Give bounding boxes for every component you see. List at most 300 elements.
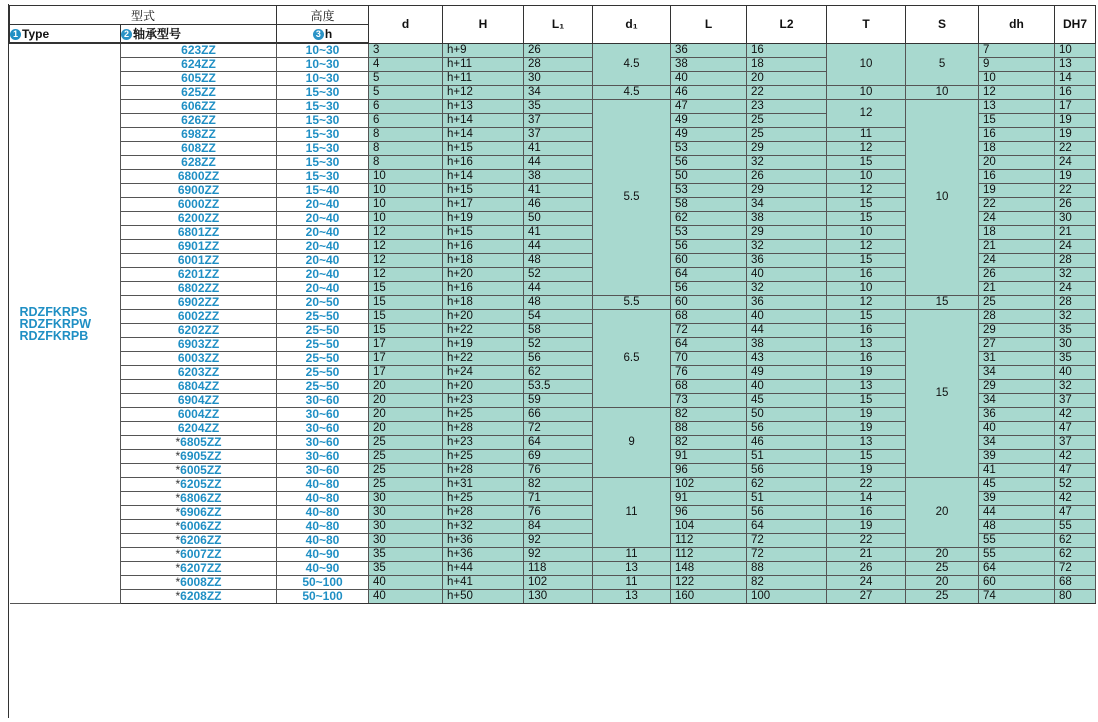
L2-cell: 36 xyxy=(747,254,827,268)
height-range-cell: 15~30 xyxy=(277,156,369,170)
height-range-cell: 40~80 xyxy=(277,478,369,492)
d-cell: 30 xyxy=(369,520,443,534)
L1-cell: 59 xyxy=(524,394,593,408)
header-row-main xyxy=(10,6,1096,25)
DH7-cell: 32 xyxy=(1055,310,1096,324)
T-cell: 12 xyxy=(827,100,906,128)
L-cell: 47 xyxy=(671,100,747,114)
L-cell: 58 xyxy=(671,198,747,212)
asterisk-mark: * xyxy=(175,435,181,449)
L1-cell: 72 xyxy=(524,422,593,436)
d-cell: 35 xyxy=(369,548,443,562)
d-cell: 40 xyxy=(369,576,443,590)
d-cell: 5 xyxy=(369,72,443,86)
bearing-code: 6802ZZ xyxy=(177,281,220,295)
T-cell: 24 xyxy=(827,576,906,590)
bearing-code-cell xyxy=(121,184,277,198)
height-range-cell: 50~100 xyxy=(277,576,369,590)
col-header-S: S xyxy=(906,6,979,44)
asterisk-mark: * xyxy=(175,505,181,519)
dh-cell: 13 xyxy=(979,100,1055,114)
L-cell: 70 xyxy=(671,352,747,366)
L2-cell: 88 xyxy=(747,562,827,576)
height-range-cell: 40~90 xyxy=(277,548,369,562)
d1-cell: 6.5 xyxy=(593,310,671,408)
L-cell: 96 xyxy=(671,506,747,520)
DH7-cell: 19 xyxy=(1055,128,1096,142)
bearing-code: 698ZZ xyxy=(181,127,216,141)
bearing-code-cell xyxy=(121,310,277,324)
d1-cell: 5.5 xyxy=(593,100,671,296)
DH7-cell: 32 xyxy=(1055,268,1096,282)
dh-cell: 24 xyxy=(979,212,1055,226)
DH7-cell: 80 xyxy=(1055,590,1096,604)
L-cell: 38 xyxy=(671,58,747,72)
height-range-cell: 30~60 xyxy=(277,408,369,422)
H-cell: h+17 xyxy=(443,198,524,212)
L1-cell: 84 xyxy=(524,520,593,534)
T-cell: 12 xyxy=(827,184,906,198)
bearing-code: 6008ZZ xyxy=(180,575,222,589)
H-cell: h+24 xyxy=(443,366,524,380)
T-cell: 19 xyxy=(827,422,906,436)
L1-cell: 44 xyxy=(524,282,593,296)
T-cell: 12 xyxy=(827,296,906,310)
bearing-code-cell xyxy=(121,254,277,268)
L2-cell: 20 xyxy=(747,72,827,86)
H-cell: h+22 xyxy=(443,324,524,338)
H-cell: h+25 xyxy=(443,408,524,422)
bearing-code-cell xyxy=(121,43,277,58)
bearing-code: 6905ZZ xyxy=(180,449,222,463)
bearing-code: 6208ZZ xyxy=(180,589,222,603)
L1-cell: 30 xyxy=(524,72,593,86)
type-name: RDZFKRPW xyxy=(19,316,92,331)
bearing-code-cell xyxy=(121,450,277,464)
L2-cell: 32 xyxy=(747,156,827,170)
L2-cell: 62 xyxy=(747,478,827,492)
bearing-code: 6007ZZ xyxy=(180,547,222,561)
L2-cell: 49 xyxy=(747,366,827,380)
L2-cell: 72 xyxy=(747,548,827,562)
d-cell: 30 xyxy=(369,492,443,506)
L-cell: 96 xyxy=(671,464,747,478)
d1-cell: 4.5 xyxy=(593,43,671,86)
bearing-code: 623ZZ xyxy=(181,43,216,57)
d-cell: 5 xyxy=(369,86,443,100)
bearing-code: 6002ZZ xyxy=(177,309,220,323)
col-header-L2: L2 xyxy=(747,6,827,44)
dh-cell: 15 xyxy=(979,114,1055,128)
L1-cell: 41 xyxy=(524,226,593,240)
T-cell: 19 xyxy=(827,408,906,422)
DH7-cell: 35 xyxy=(1055,324,1096,338)
T-cell: 10 xyxy=(827,282,906,296)
L-cell: 68 xyxy=(671,310,747,324)
L-cell: 122 xyxy=(671,576,747,590)
T-cell: 12 xyxy=(827,142,906,156)
height-range-cell: 20~40 xyxy=(277,240,369,254)
bearing-code-cell xyxy=(121,142,277,156)
d-cell: 10 xyxy=(369,170,443,184)
H-cell: h+32 xyxy=(443,520,524,534)
T-cell: 19 xyxy=(827,520,906,534)
dh-cell: 39 xyxy=(979,450,1055,464)
bearing-code-cell xyxy=(121,352,277,366)
height-range-cell: 20~40 xyxy=(277,282,369,296)
bearing-code-cell xyxy=(121,534,277,548)
asterisk-mark: * xyxy=(175,477,181,491)
L2-cell: 29 xyxy=(747,142,827,156)
asterisk-mark: * xyxy=(175,463,181,477)
table-row xyxy=(10,548,1096,562)
d1-cell: 13 xyxy=(593,590,671,604)
L1-cell: 38 xyxy=(524,170,593,184)
DH7-cell: 22 xyxy=(1055,184,1096,198)
DH7-cell: 21 xyxy=(1055,226,1096,240)
height-range-cell: 20~50 xyxy=(277,296,369,310)
L1-cell: 34 xyxy=(524,86,593,100)
dh-cell: 7 xyxy=(979,43,1055,58)
d1-cell: 13 xyxy=(593,562,671,576)
S-cell: 15 xyxy=(906,310,979,478)
height-range-cell: 30~60 xyxy=(277,450,369,464)
bearing-code-cell xyxy=(121,58,277,72)
L1-cell: 48 xyxy=(524,254,593,268)
T-cell: 10 xyxy=(827,170,906,184)
S-cell: 25 xyxy=(906,562,979,576)
L1-cell: 69 xyxy=(524,450,593,464)
L2-cell: 25 xyxy=(747,114,827,128)
asterisk-mark: * xyxy=(175,519,181,533)
number-1-icon: 1 xyxy=(10,29,21,40)
L1-cell: 92 xyxy=(524,548,593,562)
height-range-cell: 10~30 xyxy=(277,72,369,86)
dh-cell: 16 xyxy=(979,128,1055,142)
L-cell: 102 xyxy=(671,478,747,492)
d-cell: 8 xyxy=(369,156,443,170)
height-range-cell: 25~50 xyxy=(277,338,369,352)
L-cell: 56 xyxy=(671,282,747,296)
H-cell: h+23 xyxy=(443,436,524,450)
L2-cell: 25 xyxy=(747,128,827,142)
dh-cell: 20 xyxy=(979,156,1055,170)
S-cell: 25 xyxy=(906,590,979,604)
bearing-code: 6205ZZ xyxy=(180,477,222,491)
height-range-cell: 40~80 xyxy=(277,506,369,520)
H-cell: h+9 xyxy=(443,43,524,58)
H-cell: h+28 xyxy=(443,422,524,436)
T-cell: 13 xyxy=(827,436,906,450)
DH7-cell: 47 xyxy=(1055,506,1096,520)
bearing-code: 626ZZ xyxy=(181,113,216,127)
bearing-code-cell xyxy=(121,548,277,562)
S-cell: 10 xyxy=(906,100,979,296)
L1-cell: 52 xyxy=(524,338,593,352)
height-range-cell: 15~40 xyxy=(277,184,369,198)
d-cell: 10 xyxy=(369,198,443,212)
T-cell: 13 xyxy=(827,338,906,352)
d1-cell: 4.5 xyxy=(593,86,671,100)
H-cell: h+36 xyxy=(443,534,524,548)
asterisk-mark: * xyxy=(175,449,181,463)
bearing-code-cell xyxy=(121,492,277,506)
d-cell: 8 xyxy=(369,142,443,156)
type-sub-header xyxy=(10,25,121,44)
L2-cell: 22 xyxy=(747,86,827,100)
T-cell: 16 xyxy=(827,268,906,282)
d-cell: 15 xyxy=(369,282,443,296)
T-cell: 16 xyxy=(827,352,906,366)
h-sub-label: h xyxy=(324,26,333,41)
d-cell: 30 xyxy=(369,534,443,548)
height-range-cell: 15~30 xyxy=(277,86,369,100)
T-cell: 22 xyxy=(827,534,906,548)
H-cell: h+23 xyxy=(443,394,524,408)
dh-cell: 45 xyxy=(979,478,1055,492)
DH7-cell: 13 xyxy=(1055,58,1096,72)
L2-cell: 40 xyxy=(747,380,827,394)
L-cell: 72 xyxy=(671,324,747,338)
type-group-header: 型式 xyxy=(10,6,277,25)
L2-cell: 45 xyxy=(747,394,827,408)
H-cell: h+50 xyxy=(443,590,524,604)
bearing-code-cell xyxy=(121,282,277,296)
L2-cell: 100 xyxy=(747,590,827,604)
height-range-cell: 20~40 xyxy=(277,226,369,240)
dh-cell: 9 xyxy=(979,58,1055,72)
bearing-code-cell xyxy=(121,268,277,282)
L-cell: 82 xyxy=(671,436,747,450)
S-cell: 5 xyxy=(906,43,979,86)
bearing-code-cell xyxy=(121,506,277,520)
L-cell: 73 xyxy=(671,394,747,408)
bearing-code: 6206ZZ xyxy=(180,533,222,547)
asterisk-mark: * xyxy=(175,533,181,547)
L2-cell: 56 xyxy=(747,506,827,520)
bearing-code: 6900ZZ xyxy=(177,183,220,197)
L1-cell: 76 xyxy=(524,464,593,478)
L-cell: 60 xyxy=(671,296,747,310)
bearing-code-cell xyxy=(121,338,277,352)
d1-cell: 11 xyxy=(593,478,671,548)
L1-cell: 41 xyxy=(524,142,593,156)
table-row xyxy=(10,562,1096,576)
bearing-code-cell xyxy=(121,422,277,436)
bearing-spec-table xyxy=(9,5,1096,604)
H-cell: h+20 xyxy=(443,380,524,394)
table-row xyxy=(10,100,1096,114)
d-cell: 8 xyxy=(369,128,443,142)
height-range-cell: 25~50 xyxy=(277,366,369,380)
dh-cell: 26 xyxy=(979,268,1055,282)
L2-cell: 34 xyxy=(747,198,827,212)
DH7-cell: 24 xyxy=(1055,240,1096,254)
DH7-cell: 62 xyxy=(1055,534,1096,548)
L1-cell: 54 xyxy=(524,310,593,324)
L-cell: 148 xyxy=(671,562,747,576)
T-cell: 15 xyxy=(827,212,906,226)
table-row xyxy=(10,576,1096,590)
H-cell: h+36 xyxy=(443,548,524,562)
L2-cell: 40 xyxy=(747,310,827,324)
d-cell: 12 xyxy=(369,268,443,282)
H-cell: h+19 xyxy=(443,212,524,226)
H-cell: h+31 xyxy=(443,478,524,492)
dh-cell: 41 xyxy=(979,464,1055,478)
dh-cell: 60 xyxy=(979,576,1055,590)
S-cell: 15 xyxy=(906,296,979,310)
L2-cell: 43 xyxy=(747,352,827,366)
T-cell: 21 xyxy=(827,548,906,562)
bearing-code-cell xyxy=(121,72,277,86)
L2-cell: 38 xyxy=(747,212,827,226)
L2-cell: 16 xyxy=(747,43,827,58)
L1-cell: 46 xyxy=(524,198,593,212)
bearing-code-cell xyxy=(121,520,277,534)
T-cell: 12 xyxy=(827,240,906,254)
d-cell: 30 xyxy=(369,506,443,520)
T-cell: 16 xyxy=(827,506,906,520)
d-cell: 25 xyxy=(369,464,443,478)
height-range-cell: 20~40 xyxy=(277,212,369,226)
table-body xyxy=(10,43,1096,604)
T-cell: 15 xyxy=(827,394,906,408)
H-cell: h+15 xyxy=(443,226,524,240)
d-cell: 35 xyxy=(369,562,443,576)
number-3-icon: 3 xyxy=(313,29,324,40)
table-row xyxy=(10,296,1096,310)
L-cell: 64 xyxy=(671,268,747,282)
L-cell: 112 xyxy=(671,548,747,562)
bearing-code-cell xyxy=(121,562,277,576)
dh-cell: 19 xyxy=(979,184,1055,198)
L1-cell: 37 xyxy=(524,128,593,142)
bearing-code-cell xyxy=(121,464,277,478)
L1-cell: 71 xyxy=(524,492,593,506)
L1-cell: 76 xyxy=(524,506,593,520)
d1-cell: 11 xyxy=(593,548,671,562)
S-cell: 10 xyxy=(906,86,979,100)
dh-cell: 36 xyxy=(979,408,1055,422)
DH7-cell: 72 xyxy=(1055,562,1096,576)
d-cell: 10 xyxy=(369,212,443,226)
H-cell: h+28 xyxy=(443,464,524,478)
bearing-code: 6204ZZ xyxy=(177,421,220,435)
d-cell: 12 xyxy=(369,254,443,268)
d-cell: 3 xyxy=(369,43,443,58)
T-cell: 19 xyxy=(827,366,906,380)
d-cell: 4 xyxy=(369,58,443,72)
d-cell: 20 xyxy=(369,422,443,436)
L1-cell: 130 xyxy=(524,590,593,604)
DH7-cell: 55 xyxy=(1055,520,1096,534)
L-cell: 104 xyxy=(671,520,747,534)
dh-cell: 40 xyxy=(979,422,1055,436)
T-cell: 11 xyxy=(827,128,906,142)
dh-cell: 25 xyxy=(979,296,1055,310)
dh-cell: 21 xyxy=(979,282,1055,296)
T-cell: 26 xyxy=(827,562,906,576)
H-cell: h+25 xyxy=(443,450,524,464)
type-sub-label: Type xyxy=(22,26,50,41)
bearing-code-cell xyxy=(121,240,277,254)
T-cell: 19 xyxy=(827,464,906,478)
dh-cell: 39 xyxy=(979,492,1055,506)
dh-cell: 27 xyxy=(979,338,1055,352)
bearing-code: 6904ZZ xyxy=(177,393,220,407)
d-cell: 6 xyxy=(369,114,443,128)
d-cell: 25 xyxy=(369,478,443,492)
L2-cell: 56 xyxy=(747,464,827,478)
DH7-cell: 14 xyxy=(1055,72,1096,86)
S-cell: 20 xyxy=(906,548,979,562)
col-header-H: H xyxy=(443,6,524,44)
L1-cell: 48 xyxy=(524,296,593,310)
number-2-icon: 2 xyxy=(121,29,132,40)
DH7-cell: 40 xyxy=(1055,366,1096,380)
L2-cell: 29 xyxy=(747,226,827,240)
L-cell: 40 xyxy=(671,72,747,86)
bearing-code: 6006ZZ xyxy=(180,519,222,533)
d-cell: 17 xyxy=(369,338,443,352)
L-cell: 76 xyxy=(671,366,747,380)
T-cell: 15 xyxy=(827,198,906,212)
bearing-code: 6005ZZ xyxy=(180,463,222,477)
DH7-cell: 42 xyxy=(1055,408,1096,422)
L1-cell: 56 xyxy=(524,352,593,366)
height-range-cell: 25~50 xyxy=(277,310,369,324)
bearing-code-cell xyxy=(121,128,277,142)
col-header-DH7: DH7 xyxy=(1055,6,1096,44)
bearing-code-cell xyxy=(121,324,277,338)
dh-cell: 48 xyxy=(979,520,1055,534)
L2-cell: 32 xyxy=(747,282,827,296)
dh-cell: 18 xyxy=(979,226,1055,240)
L-cell: 53 xyxy=(671,142,747,156)
DH7-cell: 35 xyxy=(1055,352,1096,366)
L-cell: 82 xyxy=(671,408,747,422)
DH7-cell: 22 xyxy=(1055,142,1096,156)
L1-cell: 64 xyxy=(524,436,593,450)
height-group-header: 高度 xyxy=(277,6,369,25)
L2-cell: 29 xyxy=(747,184,827,198)
height-range-cell: 10~30 xyxy=(277,43,369,58)
T-cell: 15 xyxy=(827,450,906,464)
d-cell: 6 xyxy=(369,100,443,114)
DH7-cell: 24 xyxy=(1055,282,1096,296)
L-cell: 56 xyxy=(671,156,747,170)
bearing-code: 6903ZZ xyxy=(177,337,220,351)
dh-cell: 64 xyxy=(979,562,1055,576)
H-cell: h+15 xyxy=(443,142,524,156)
table-row xyxy=(10,86,1096,100)
bearing-code: 6902ZZ xyxy=(177,295,220,309)
d1-cell: 9 xyxy=(593,408,671,478)
DH7-cell: 42 xyxy=(1055,492,1096,506)
d-cell: 20 xyxy=(369,408,443,422)
H-cell: h+28 xyxy=(443,506,524,520)
dh-cell: 34 xyxy=(979,436,1055,450)
L2-cell: 40 xyxy=(747,268,827,282)
L2-cell: 72 xyxy=(747,534,827,548)
d-cell: 17 xyxy=(369,366,443,380)
bearing-code-cell xyxy=(121,100,277,114)
H-cell: h+16 xyxy=(443,156,524,170)
L-cell: 50 xyxy=(671,170,747,184)
T-cell: 16 xyxy=(827,324,906,338)
L2-cell: 51 xyxy=(747,492,827,506)
